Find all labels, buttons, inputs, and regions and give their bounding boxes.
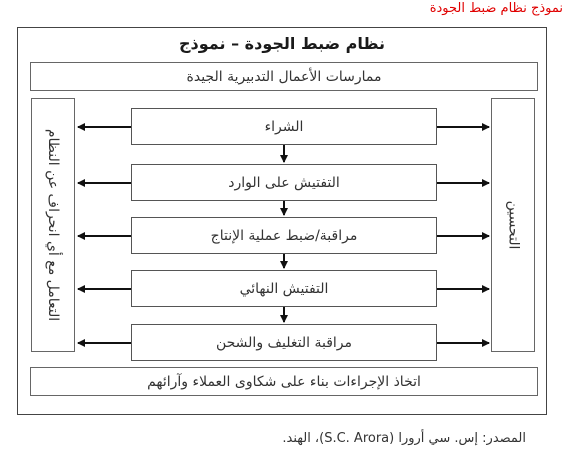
step-box-purchasing: الشراء (131, 108, 437, 145)
left-side-label: التعامل مع أي انحراف عن النظام (45, 128, 61, 322)
top-bar-good-management-practices: ممارسات الأعمال التدبيرية الجيدة (30, 62, 538, 91)
bottom-bar-customer-feedback-actions: اتخاذ الإجراءات بناء على شكاوى العملاء وآرائهم (30, 367, 538, 396)
step-box-process-control: مراقبة/ضبط عملية الإنتاج (131, 217, 437, 254)
right-side-label: التحسين (505, 200, 522, 250)
step-box-final-inspection: التفتيش النهائي (131, 270, 437, 307)
step-box-incoming-inspection: التفتيش على الوارد (131, 164, 437, 201)
source-note: المصدر: إس. سي أرورا (S.C. Arora)، الهند. (282, 431, 526, 446)
figure-caption: نموذج نظام ضبط الجودة (429, 1, 563, 16)
diagram-title: نظام ضبط الجودة – نموذج (179, 34, 385, 53)
step-box-packing-shipping: مراقبة التغليف والشحن (131, 324, 437, 361)
